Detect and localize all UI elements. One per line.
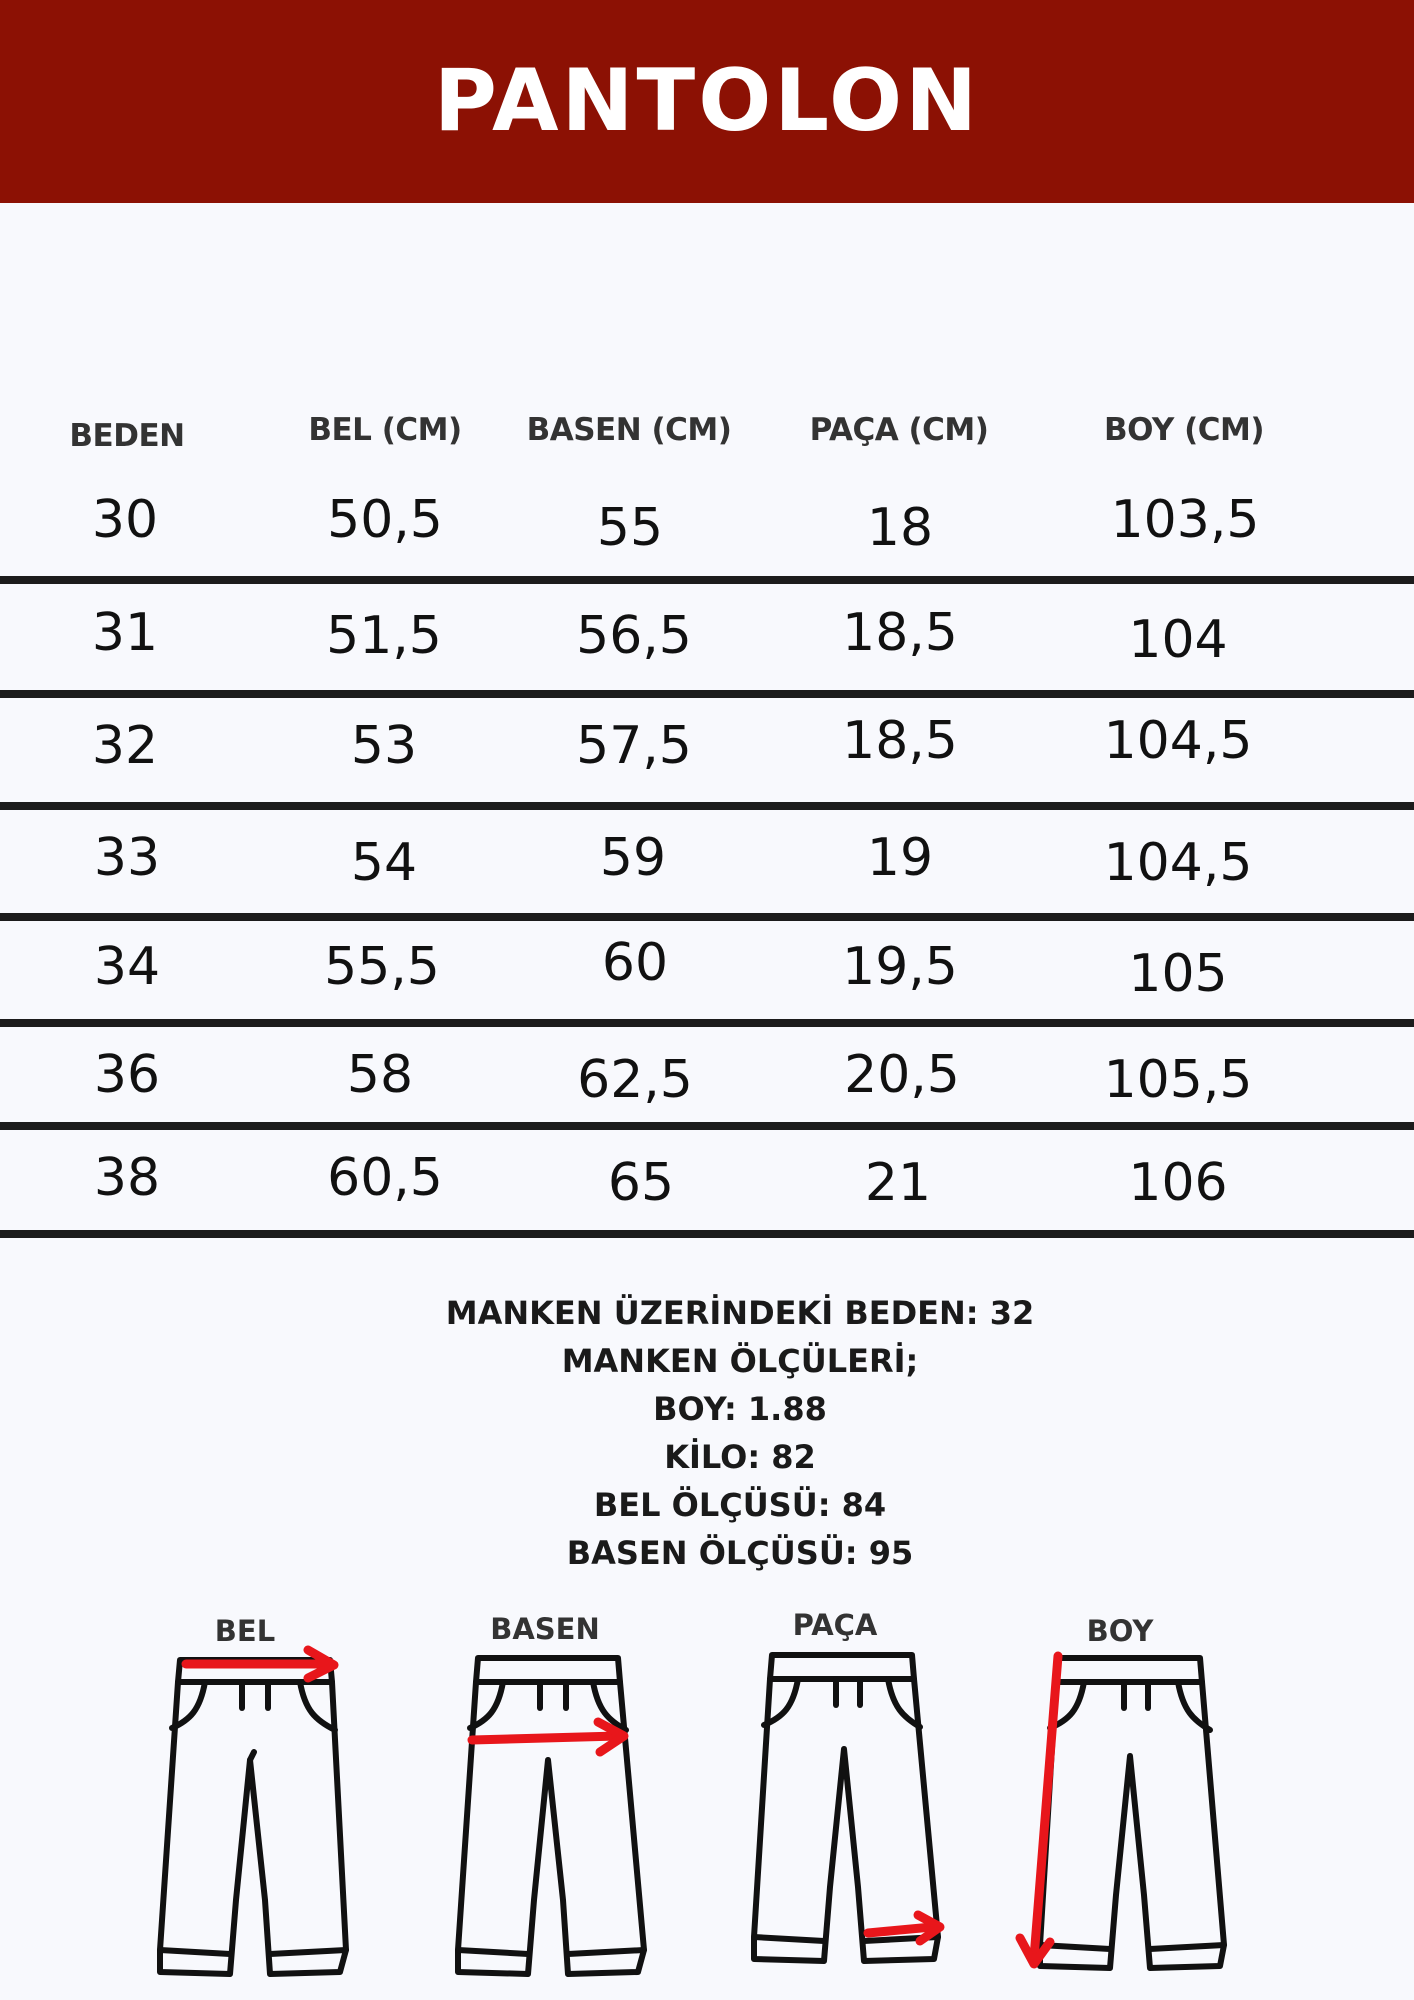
cell-boy: 105,5 (1103, 1050, 1253, 1110)
cell-size: 38 (93, 1148, 161, 1208)
cell-boy: 105 (1128, 944, 1228, 1004)
cell-bel: 55,5 (324, 937, 440, 997)
cell-size: 30 (91, 490, 159, 550)
cell-basen: 55 (596, 498, 664, 558)
cell-bel: 54 (350, 833, 418, 893)
cell-boy: 104,5 (1103, 711, 1253, 771)
diagram-label-bel: BEL (214, 1614, 276, 1648)
cell-size: 34 (93, 937, 161, 997)
diagram-label-basen: BASEN (490, 1612, 600, 1646)
cell-paca: 18,5 (842, 711, 958, 771)
header-bel: BEL (CM) (308, 412, 462, 448)
row-divider (0, 913, 1414, 921)
cell-paca: 21 (864, 1153, 932, 1213)
row-divider (0, 1230, 1414, 1238)
header-beden: BEDEN (69, 418, 185, 454)
cell-basen: 57,5 (576, 716, 692, 776)
pants-hem-icon (748, 1637, 958, 1977)
cell-bel: 60,5 (327, 1148, 443, 1208)
header-boy: BOY (CM) (1103, 412, 1265, 448)
page-title: PANTOLON (433, 50, 981, 151)
model-height-line: BOY: 1.88 (653, 1390, 827, 1428)
model-waist-line: BEL ÖLÇÜSÜ: 84 (593, 1486, 887, 1524)
cell-basen: 56,5 (576, 606, 692, 666)
diagram-label-boy: BOY (1086, 1614, 1154, 1648)
cell-paca: 19,5 (842, 937, 958, 997)
cell-paca: 19 (866, 828, 934, 888)
model-info (0, 1289, 1414, 1577)
cell-basen: 59 (599, 828, 667, 888)
pants-hip-icon (448, 1640, 658, 1980)
pants-waist-icon (150, 1640, 360, 1980)
diagram-label-paca: PAÇA (792, 1608, 878, 1642)
cell-size: 33 (93, 828, 161, 888)
header-basen: BASEN (CM) (526, 412, 732, 448)
row-divider (0, 576, 1414, 584)
cell-paca: 18,5 (842, 603, 958, 663)
cell-paca: 20,5 (844, 1045, 960, 1105)
cell-boy: 106 (1128, 1153, 1228, 1213)
cell-boy: 104 (1128, 610, 1228, 670)
cell-size: 32 (91, 716, 159, 776)
row-divider (0, 802, 1414, 810)
cell-bel: 51,5 (326, 606, 442, 666)
pants-length-icon (1010, 1640, 1240, 1980)
cell-bel: 50,5 (327, 490, 443, 550)
cell-boy: 104,5 (1103, 833, 1253, 893)
header-paca: PAÇA (CM) (809, 412, 989, 448)
model-weight-line: KİLO: 82 (664, 1438, 816, 1476)
cell-basen: 60 (601, 933, 669, 993)
model-measurements-heading: MANKEN ÖLÇÜLERİ; (561, 1342, 919, 1380)
row-divider (0, 690, 1414, 698)
cell-bel: 58 (346, 1045, 414, 1105)
cell-paca: 18 (866, 498, 934, 558)
cell-boy: 103,5 (1110, 490, 1260, 550)
cell-basen: 62,5 (577, 1050, 693, 1110)
title-banner (0, 0, 1414, 203)
row-divider (0, 1122, 1414, 1130)
model-hip-line: BASEN ÖLÇÜSÜ: 95 (566, 1534, 914, 1572)
row-divider (0, 1019, 1414, 1027)
cell-basen: 65 (607, 1153, 675, 1213)
cell-bel: 53 (350, 716, 418, 776)
cell-size: 36 (93, 1045, 161, 1105)
cell-size: 31 (91, 603, 159, 663)
model-size-line: MANKEN ÜZERİNDEKİ BEDEN: 32 (445, 1294, 1035, 1332)
